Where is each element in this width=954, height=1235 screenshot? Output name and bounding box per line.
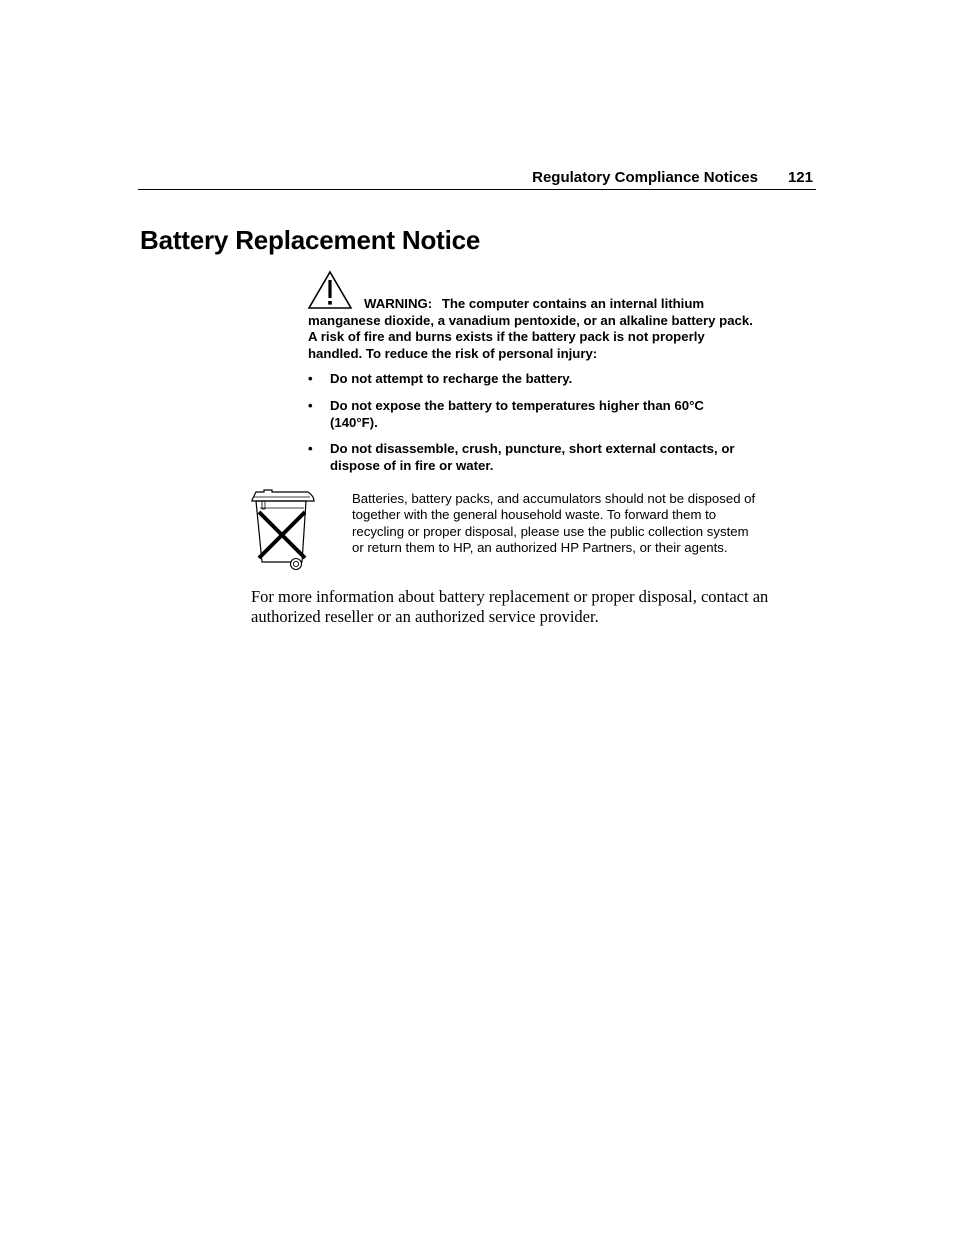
header-section-title: Regulatory Compliance Notices bbox=[532, 169, 758, 186]
warning-lead bbox=[308, 296, 758, 362]
list-item bbox=[308, 441, 748, 474]
warning-label: WARNING: bbox=[364, 296, 433, 311]
bullet-text: Do not disassemble, crush, puncture, short external contacts, or dispose of in fire or water. bbox=[330, 441, 735, 473]
disposal-notice-text: Batteries, battery packs, and accumulators should not be disposed of together with the general household waste. To forward them to recycling or proper disposal, please use the public collection system or return them to HP, an authorized HP Partners, or their agents. bbox=[352, 491, 756, 556]
bullet-text: Do not attempt to recharge the battery. bbox=[330, 371, 573, 387]
more-info-paragraph: For more information about battery replacement or proper disposal, contact an authorized reseller or an authorized service provider. bbox=[251, 587, 769, 626]
bullet-symbol: • bbox=[308, 397, 313, 413]
list-item bbox=[308, 398, 748, 431]
page-title: Battery Replacement Notice bbox=[140, 225, 481, 255]
warning-text: The computer contains an internal lithium manganese dioxide, a vanadium pentoxide, or an alkaline battery pack. A risk of fire and burns exists if the battery pack is not properly handled. To reduce the risk of personal injury: bbox=[308, 296, 753, 361]
bullet-text: Do not expose the battery to temperatures higher than 60°C (140°F). bbox=[330, 397, 704, 430]
bullet-symbol: • bbox=[308, 441, 313, 457]
warning-block bbox=[308, 296, 758, 484]
page-number: 121 bbox=[787, 169, 813, 186]
bullet-symbol: • bbox=[308, 371, 313, 387]
warning-bullet-list bbox=[308, 371, 758, 474]
crossed-out-wheelie-bin-icon bbox=[248, 488, 318, 572]
list-item bbox=[308, 371, 748, 388]
running-header bbox=[138, 168, 816, 190]
